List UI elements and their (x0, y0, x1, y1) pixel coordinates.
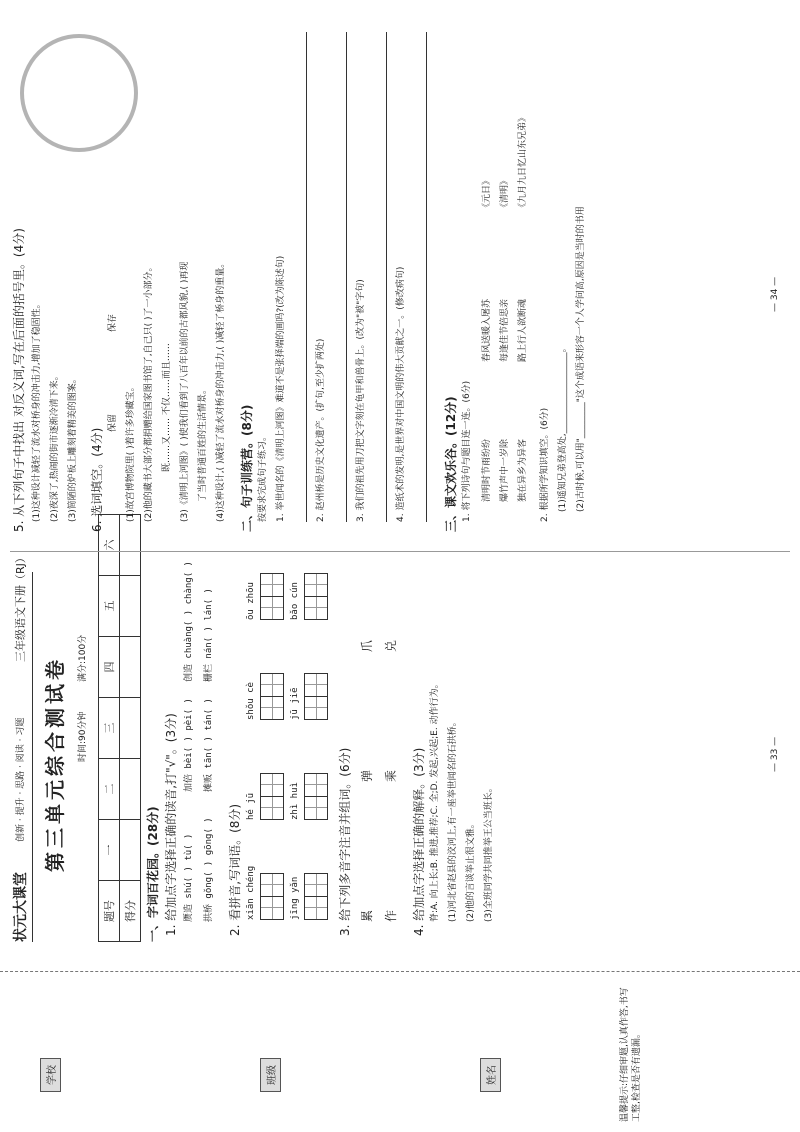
q1-text: 1. 给加点字选择正确的读音,打"√"。(3分) (164, 713, 178, 936)
q1-item: 拱桥 gǒng( ) gōng( ) (204, 817, 214, 922)
q1-item: 创造 chuàng( ) chàng( ) (184, 561, 194, 682)
exam-title: 第三单元综合测试卷 (43, 656, 67, 872)
q3-text: 3. 给下列多音字注音并组词。(6分) (338, 747, 352, 936)
q6-item: (3)《清明上河图》( )使我们看到了八百年以前的古都风貌,( )再现 (180, 261, 190, 522)
binding-sidebar (0, 971, 800, 1132)
school-label: 学校 (40, 1058, 61, 1092)
q3-item: 兑 (384, 639, 398, 652)
writing-grid[interactable] (260, 674, 284, 720)
writing-grid[interactable] (260, 874, 284, 920)
series-logo: 状元大课堂 (13, 872, 29, 942)
s3-q2-text: 2. 根据所学知识填空。(6分) (540, 407, 550, 522)
poem-title: 《九月九日忆山东兄弟》 (518, 112, 528, 212)
q5-item: (3)简陋的炉板上雕刻着精美的图案。 (68, 374, 78, 522)
pinyin-label: zhì huì (290, 782, 300, 820)
writing-grid[interactable] (304, 774, 328, 820)
q3-item: 作 (384, 909, 398, 922)
q6-item: 了当时普通百姓的生活情景。 (198, 384, 208, 502)
writing-grid[interactable] (304, 574, 328, 620)
score-table-row: 得分 (120, 515, 141, 942)
tip-text: 温馨提示:仔细审题,认真作答,书写工整,检查是否有遗漏。 (620, 987, 642, 1122)
q1-item: 栅栏 nán( ) lán( ) (204, 588, 214, 682)
q2-text: 2. 看拼音,写词语。(8分) (228, 803, 242, 936)
q6-item: (4)这种设计,( )减轻了流水对桥身的冲击力,( )减轻了桥身的重量。 (216, 258, 226, 522)
q4-text: 4. 给加点字选择正确的解释。(3分) (412, 747, 426, 936)
q4-item: (3)全班同学共同推举王公当班长。 (484, 783, 494, 922)
q6-word: 保留 (108, 413, 118, 432)
q4-item: (2)他的言谈举止很文雅。 (466, 819, 476, 922)
q3-item: 弹 (360, 769, 374, 782)
writing-grid[interactable] (260, 574, 284, 620)
watermark-stamp (20, 34, 138, 152)
q6-word: 保存 (108, 313, 118, 332)
writing-grid[interactable] (260, 774, 284, 820)
q1-item: 摊贩 tān( ) tán( ) (204, 698, 214, 792)
s2-item: 2. 赵州桥是历史文化遗产。(扩句,至少扩两处) (316, 338, 326, 522)
q6-item: (2)他的藏书大部分都捐赠给国家图书馆了,自己只( )了一小部分。 (144, 262, 154, 522)
q3-item: 乘 (384, 769, 398, 782)
q6-text: 6. 选词填空。(4分) (90, 427, 104, 532)
pinyin-label: jīng yǎn (290, 876, 300, 920)
s3-q2-item: (1)遥知兄弟登高处,__________________。 (558, 343, 568, 512)
q3-item: 爪 (360, 639, 374, 652)
q1-item: 加倍 bèi( ) pèi( ) (184, 698, 194, 792)
exam-full-score: 满分:100分 (78, 634, 88, 682)
name-label: 姓名 (480, 1058, 501, 1092)
s2-item: 3. 我们的祖先用刀把文字刻在龟甲和兽骨上。(改为"被"字句) (356, 279, 366, 522)
page-number-right: — 34 — (770, 276, 780, 312)
score-table (98, 514, 141, 942)
q4-item: (1)河北省赵县的洨河上,有一座举世闻名的石拱桥。 (448, 717, 458, 922)
poem-line: 爆竹声中一岁除 (500, 438, 510, 502)
poem-line: 清明时节雨纷纷 (482, 438, 492, 502)
poem-line: 路上行人欲断魂 (518, 298, 528, 362)
pinyin-label: bǎo cún (290, 582, 300, 620)
pinyin-label: jū jiē (290, 687, 300, 720)
poem-line: 每逢佳节倍思亲 (500, 298, 510, 362)
s2-item: 1. 举世闻名的《清明上河图》难道不是张择端的画吗?(改为陈述句) (276, 255, 286, 522)
score-table-row: 题号 一 二 三 四 五 六 (99, 515, 120, 942)
poem-line: 春风送暖入屠苏 (482, 298, 492, 362)
series-features: 创新 · 提升 · 思路 · 阅读 · 习题 (16, 717, 26, 842)
page-number-left: — 33 — (770, 736, 780, 772)
section-1-title: 一、字词百花园。(28分) (146, 806, 160, 942)
poem-title: 《元日》 (482, 175, 492, 212)
pinyin-label: hé jū (246, 792, 256, 820)
pinyin-label: xiān chéng (246, 865, 256, 920)
poem-line: 独在异乡为异客 (518, 438, 528, 502)
s3-q2-item: (2)古时候,可以用"________"这个成语来形容一个人学问高,原因是当时的书用 (576, 206, 586, 512)
q5-text: 5. 从下列句子中找出 对反义词,写在后面的括号里。(4分) (12, 228, 26, 532)
q6-item: (1)故宫博物院里( )着许多珍藏宝。 (126, 382, 136, 522)
writing-grid[interactable] (304, 674, 328, 720)
q3-item: 累 (360, 909, 374, 922)
class-label: 班级 (260, 1058, 281, 1092)
q5-item: (1)这种设计减轻了流水对桥身的冲击力,增加了稳固性。 (32, 299, 42, 522)
section-2-note: 按要求完成句子练习。 (258, 431, 268, 522)
q6-item: 既……又…… 不仅……而且…… (162, 343, 172, 472)
pinyin-label: ōu zhōu (246, 582, 256, 620)
s2-item: 4. 造纸术的发明,是世界对中国文明的伟大贡献之一。(修改病句) (396, 266, 406, 522)
poem-title: 《清明》 (500, 175, 510, 212)
section-2-title: 二、句子训练营。(8分) (240, 404, 254, 532)
book-title: 三年级语文下册（RJ） (14, 552, 27, 662)
writing-grid[interactable] (304, 874, 328, 920)
q5-item: (2)夜深了,热闹的街市逐渐冷清下来。 (50, 371, 60, 522)
q4-options: 脊:A. 向上长;B. 推进,推荐;C. 全;D. 发起,兴起;E. 动作行为。 (430, 679, 440, 922)
section-3-title: 三、课文欢乐谷。(12分) (444, 396, 458, 532)
q1-item: 赝造 shú( ) tù( ) (184, 833, 194, 922)
exam-time: 时间:90分钟 (78, 711, 88, 762)
pinyin-label: shǒu cè (246, 682, 256, 720)
s3-q1-text: 1. 将下列诗句与题目连一连。(6分) (462, 380, 472, 522)
